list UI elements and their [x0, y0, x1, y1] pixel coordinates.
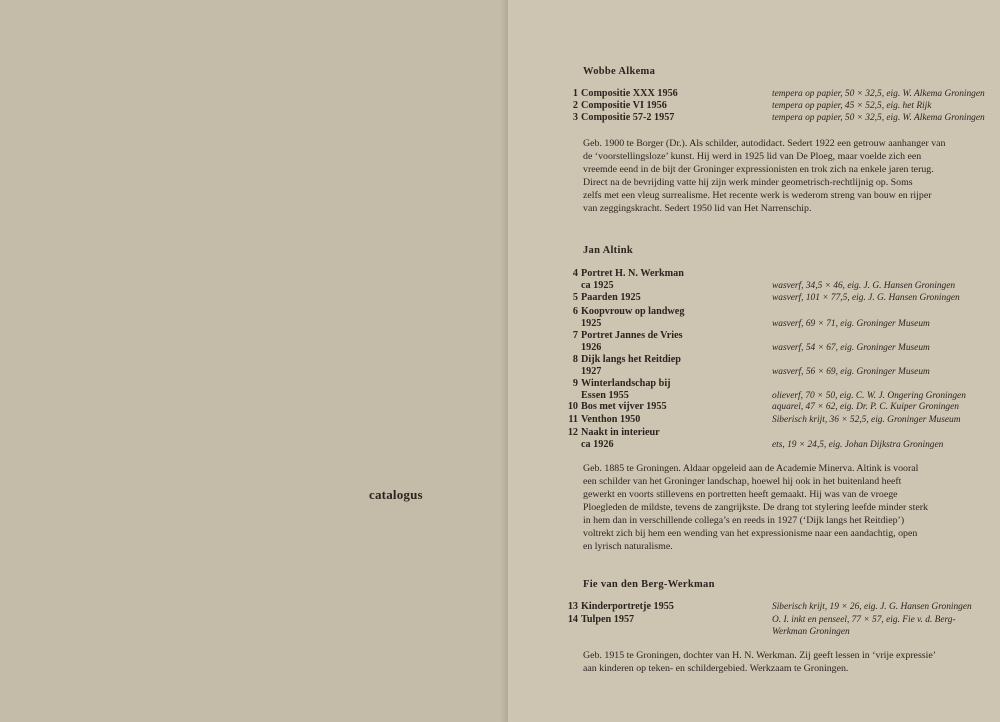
biography-line: Geb. 1900 te Borger (Dr.). Als schilder, autodidact. Sedert 1922 een getrouw aanhanger van: [583, 138, 946, 149]
artwork-title-line: Bos met vijver 1955: [581, 401, 667, 412]
artwork-title-line: Dijk langs het Reitdiep: [581, 354, 681, 365]
artwork-details: [772, 342, 1000, 354]
biography-line: en lyrisch naturalisme.: [583, 541, 673, 552]
artwork-details: [772, 100, 1000, 112]
catalogue-entry: [560, 354, 990, 378]
biography-line: Geb. 1915 te Groningen, dochter van H. N. Werkman. Zij geeft lessen in ‘vrije expressie’: [583, 650, 937, 661]
artwork-title-line: Naakt in interieur: [581, 427, 660, 438]
entry-number: 1: [572, 88, 578, 99]
artwork-title: [581, 378, 741, 402]
artwork-title-line: Portret H. N. Werkman: [581, 268, 684, 279]
entry-number: 6: [572, 306, 578, 317]
catalogue-entry: [560, 601, 990, 613]
artist-biography: [583, 137, 983, 215]
entry-number: 8: [572, 354, 578, 365]
entry-number: 3: [572, 112, 578, 123]
artwork-detail-line: Siberisch krijt, 36 × 52,5, eig. Groninger Museum: [772, 415, 961, 425]
artist-name: Fie van den Berg-Werkman: [583, 579, 715, 590]
artwork-title: [581, 306, 741, 330]
entry-number: 14: [567, 614, 578, 625]
artwork-detail-line: tempera op papier, 50 × 32,5, eig. W. Alkema Groningen: [772, 113, 985, 123]
artwork-details: [772, 280, 1000, 292]
artwork-title-line: Compositie 57-2 1957: [581, 112, 675, 123]
artwork-title: [581, 354, 741, 378]
artwork-detail-line: olieverf, 70 × 50, eig. C. W. J. Ongering Groningen: [772, 391, 966, 401]
artwork-title-line: Compositie VI 1956: [581, 100, 667, 111]
biography-line: Ploegleden de mildste, tevens de zangrijkste. De drang tot stylering leefde minder sterk: [583, 502, 928, 513]
catalogue-entry: [560, 414, 990, 426]
artwork-details: [772, 601, 1000, 613]
biography-line: in hem dan in verschillende collega’s en reeds in 1927 (‘Dijk langs het Reitdiep’): [583, 515, 905, 526]
catalogue-entry: [560, 614, 990, 638]
entry-number: 2: [572, 100, 578, 111]
biography-line: een schilder van het Groninger landschap, hoewel hij ook in het buitenland heeft: [583, 476, 902, 487]
entry-number: 7: [572, 330, 578, 341]
catalogus-heading: catalogus: [369, 487, 423, 502]
catalogue-entry: [560, 268, 990, 292]
artwork-details: [772, 292, 1000, 304]
catalogue-entry: [560, 427, 990, 451]
entry-number: 9: [572, 378, 578, 389]
artwork-title-line: Paarden 1925: [581, 292, 641, 303]
catalogue-entry: [560, 306, 990, 330]
artwork-details: [772, 439, 1000, 451]
artwork-title-line: Tulpen 1957: [581, 614, 635, 625]
artwork-details: [772, 614, 1000, 638]
artwork-title-line: Koopvrouw op landweg: [581, 306, 685, 317]
artwork-title: [581, 268, 741, 292]
artwork-detail-line: tempera op papier, 50 × 32,5, eig. W. Alkema Groningen: [772, 89, 985, 99]
artwork-title: [581, 614, 741, 626]
entry-number: 5: [572, 292, 578, 303]
entry-number: 11: [568, 414, 578, 425]
artwork-details: [772, 414, 1000, 426]
artwork-detail-line: wasverf, 34,5 × 46, eig. J. G. Hansen Groningen: [772, 281, 956, 291]
artwork-details: [772, 401, 1000, 413]
artwork-title-line: 1927: [581, 366, 602, 377]
artwork-details: [772, 366, 1000, 378]
biography-line: aan kinderen op teken- en schildergebied. Werkzaam te Groningen.: [583, 663, 849, 674]
biography-line: Direct na de bevrijding vatte hij zijn werk minder geometrisch-rechtlijnig op. Soms: [583, 177, 913, 188]
artwork-title: [581, 330, 741, 354]
artwork-title: [581, 414, 741, 426]
artwork-detail-line: aquarel, 47 × 62, eig. Dr. P. C. Kuiper Groningen: [772, 402, 959, 412]
artwork-title-line: Venthon 1950: [581, 414, 641, 425]
catalogue-entry: [560, 112, 990, 124]
artwork-title: [581, 100, 741, 112]
artwork-detail-line: O. I. inkt en penseel, 77 × 57, eig. Fie v. d. Berg-: [772, 615, 956, 625]
artwork-title-line: Compositie XXX 1956: [581, 88, 678, 99]
artwork-title: [581, 401, 741, 413]
artwork-detail-line: ets, 19 × 24,5, eig. Johan Dijkstra Groningen: [772, 440, 944, 450]
artist-biography: [583, 462, 983, 553]
artwork-title-line: ca 1925: [581, 280, 614, 291]
catalogue-entry: [560, 292, 990, 304]
artwork-title-line: Winterlandschap bij: [581, 378, 671, 389]
catalogue-entry: [560, 378, 990, 402]
artwork-details: [772, 88, 1000, 100]
artwork-detail-line: wasverf, 56 × 69, eig. Groninger Museum: [772, 367, 930, 377]
artwork-title: [581, 112, 741, 124]
artist-biography: [583, 649, 983, 675]
catalogue-entry: [560, 100, 990, 112]
entry-number: 12: [567, 427, 578, 438]
artwork-title-line: ca 1926: [581, 439, 614, 450]
biography-line: gewerkt en voorts stillevens en portretten heeft gemaakt. Hij was van de vroege: [583, 489, 898, 500]
artwork-detail-line: Siberisch krijt, 19 × 26, eig. J. G. Hansen Groningen: [772, 602, 972, 612]
biography-line: van zeggingskracht. Sedert 1950 lid van Het Narrenschip.: [583, 203, 812, 214]
artwork-title-line: 1925: [581, 318, 602, 329]
artwork-title: [581, 292, 741, 304]
entry-number: 10: [567, 401, 578, 412]
entry-number: 4: [572, 268, 578, 279]
biography-line: Geb. 1885 te Groningen. Aldaar opgeleid aan de Academie Minerva. Altink is vooral: [583, 463, 919, 474]
artwork-detail-line: wasverf, 54 × 67, eig. Groninger Museum: [772, 343, 930, 353]
entry-number: 13: [567, 601, 578, 612]
artwork-detail-line: wasverf, 101 × 77,5, eig. J. G. Hansen Groningen: [772, 293, 960, 303]
biography-line: voltrekt zich bij hem een wending van het expressionisme naar een aandachtig, open: [583, 528, 918, 539]
catalogue-entry: [560, 330, 990, 354]
artwork-title-line: Essen 1955: [581, 390, 629, 401]
artwork-title: [581, 601, 741, 613]
artwork-title-line: Portret Jannes de Vries: [581, 330, 683, 341]
artwork-detail-line: Werkman Groningen: [772, 627, 850, 637]
biography-line: vreemde eend in de bijt der Groninger expressionisten en trok zich na enkele jaren terug.: [583, 164, 934, 175]
catalogue-entry: [560, 401, 990, 413]
artwork-detail-line: wasverf, 69 × 71, eig. Groninger Museum: [772, 319, 930, 329]
artwork-details: [772, 112, 1000, 124]
biography-line: zelfs met een vleug surrealisme. Het recente werk is wederom streng van bouw en rijper: [583, 190, 932, 201]
artist-name: Jan Altink: [583, 245, 633, 256]
catalogue-entry: [560, 88, 990, 100]
artwork-title-line: Kinderportretje 1955: [581, 601, 674, 612]
artwork-title: [581, 427, 741, 451]
artist-name: Wobbe Alkema: [583, 66, 656, 77]
artwork-details: [772, 318, 1000, 330]
artwork-title: [581, 88, 741, 100]
artwork-detail-line: tempera op papier, 45 × 52,5, eig. het Rijk: [772, 101, 932, 111]
artwork-title-line: 1926: [581, 342, 602, 353]
right-page: [508, 0, 1000, 722]
biography-line: de ‘voorstellingsloze’ kunst. Hij werd in 1925 lid van De Ploeg, maar voelde zich een: [583, 151, 922, 162]
